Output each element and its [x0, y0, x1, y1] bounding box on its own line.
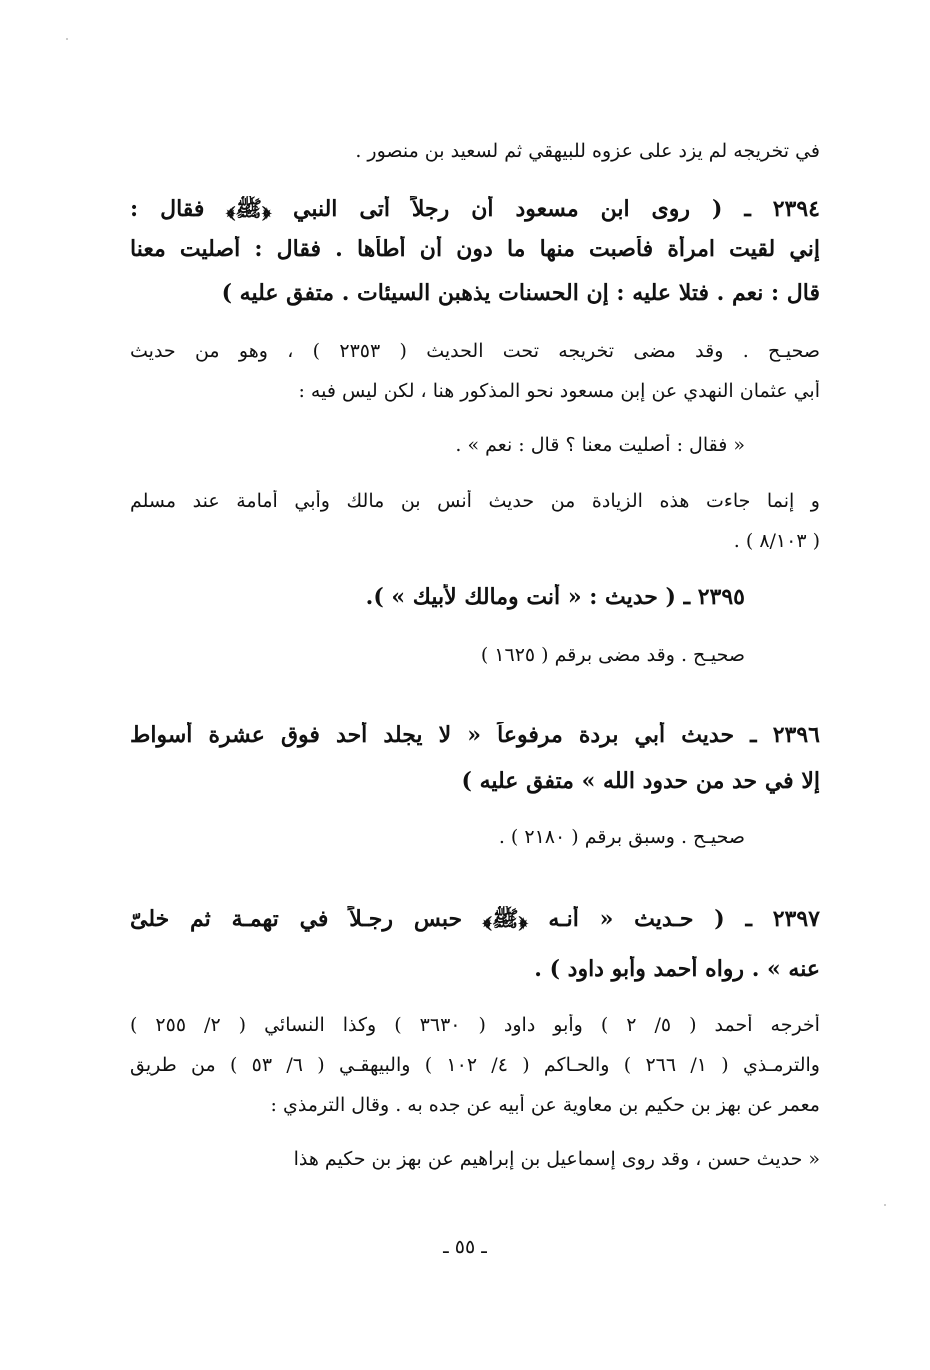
- commentary-2394-line-1: صحيـح . وقد مضى تخريجه تحت الحديث ( ٢٣٥٣ ) ، وهو من حديث: [130, 340, 820, 362]
- hadith-2394-line-1: ٢٣٩٤ ـ ( روى ابن مسعود أن رجلاً أتى النبي ﴿ﷺ﴾ فقال :: [130, 196, 820, 222]
- page-number: ـ ٥٥ ـ: [443, 1236, 487, 1258]
- hadith-2395: ٢٣٩٥ ـ ( حديث : « أنت ومالك لأبيك » ).: [365, 584, 745, 610]
- scan-speck: [884, 1204, 886, 1206]
- scan-speck: [66, 38, 68, 40]
- text-line-1: في تخريجه لم يزد على عزوه للبيهقي ثم لسعيد بن منصور .: [355, 140, 820, 162]
- commentary-2397-line-2: والترمـذي ( ١/ ٢٦٦ ) والحـاكم ( ٤/ ١٠٢ ) والبيهقـي ( ٦/ ٥٣ ) من طريق: [130, 1054, 820, 1076]
- hadith-2397-line-1: ٢٣٩٧ ـ ( حـديث « أنـه ﴿ﷺ﴾ حبس رجـلاً في تهمـة ثم خلىّ: [130, 906, 820, 932]
- hadith-2396-line-2: إلا في حد من حدود الله » متفق عليه ): [461, 768, 820, 794]
- commentary-2397-line-4: « حديث حسن ، وقد روى إسماعيل بن إبراهيم عن بهز بن حكيم هذا: [293, 1148, 820, 1170]
- commentary-2395: صحيـح . وقد مضى برقم ( ١٦٢٥ ): [480, 644, 745, 666]
- hadith-2394-line-2: إني لقيت امرأة فأصبت منها ما دون أن أطأها . فقال : أصليت معنا: [130, 236, 820, 262]
- hadith-2394-line-3: قال : نعم . فتلا عليه : إن الحسنات يذهبن السيئات . متفق عليه ): [221, 280, 820, 306]
- commentary-2397-line-1: أخرجه أحمد ( ٥/ ٢ ) وأبو داود ( ٣٦٣٠ ) وكذا النسائي ( ٢/ ٢٥٥ ): [130, 1014, 820, 1036]
- commentary-2397-line-3: معمر عن بهز بن حكيم بن معاوية عن أبيه عن جده به . وقال الترمذي :: [270, 1094, 820, 1116]
- commentary-2396: صحيـح . وسبق برقم ( ٢١٨٠ ) .: [498, 826, 745, 848]
- commentary-2394-line-4: ( ٨/١٠٣ ) .: [733, 530, 820, 552]
- hadith-2396-line-1: ٢٣٩٦ ـ حديث أبي بردة مرفوعاً « لا يجلد أحد فوق عشرة أسواط: [130, 722, 820, 748]
- commentary-2394-line-3: و إنما جاءت هذه الزيادة من حديث أنس بن مالك وأبي أمامة عند مسلم: [130, 490, 820, 512]
- quote-line: « فقال : أصليت معنا ؟ قال : نعم » .: [455, 434, 745, 456]
- hadith-2397-line-2: عنه » . رواه أحمد وأبو داود ) .: [534, 956, 820, 982]
- commentary-2394-line-2: أبي عثمان النهدي عن إبن مسعود نحو المذكور هنا ، لكن ليس فيه :: [298, 380, 820, 402]
